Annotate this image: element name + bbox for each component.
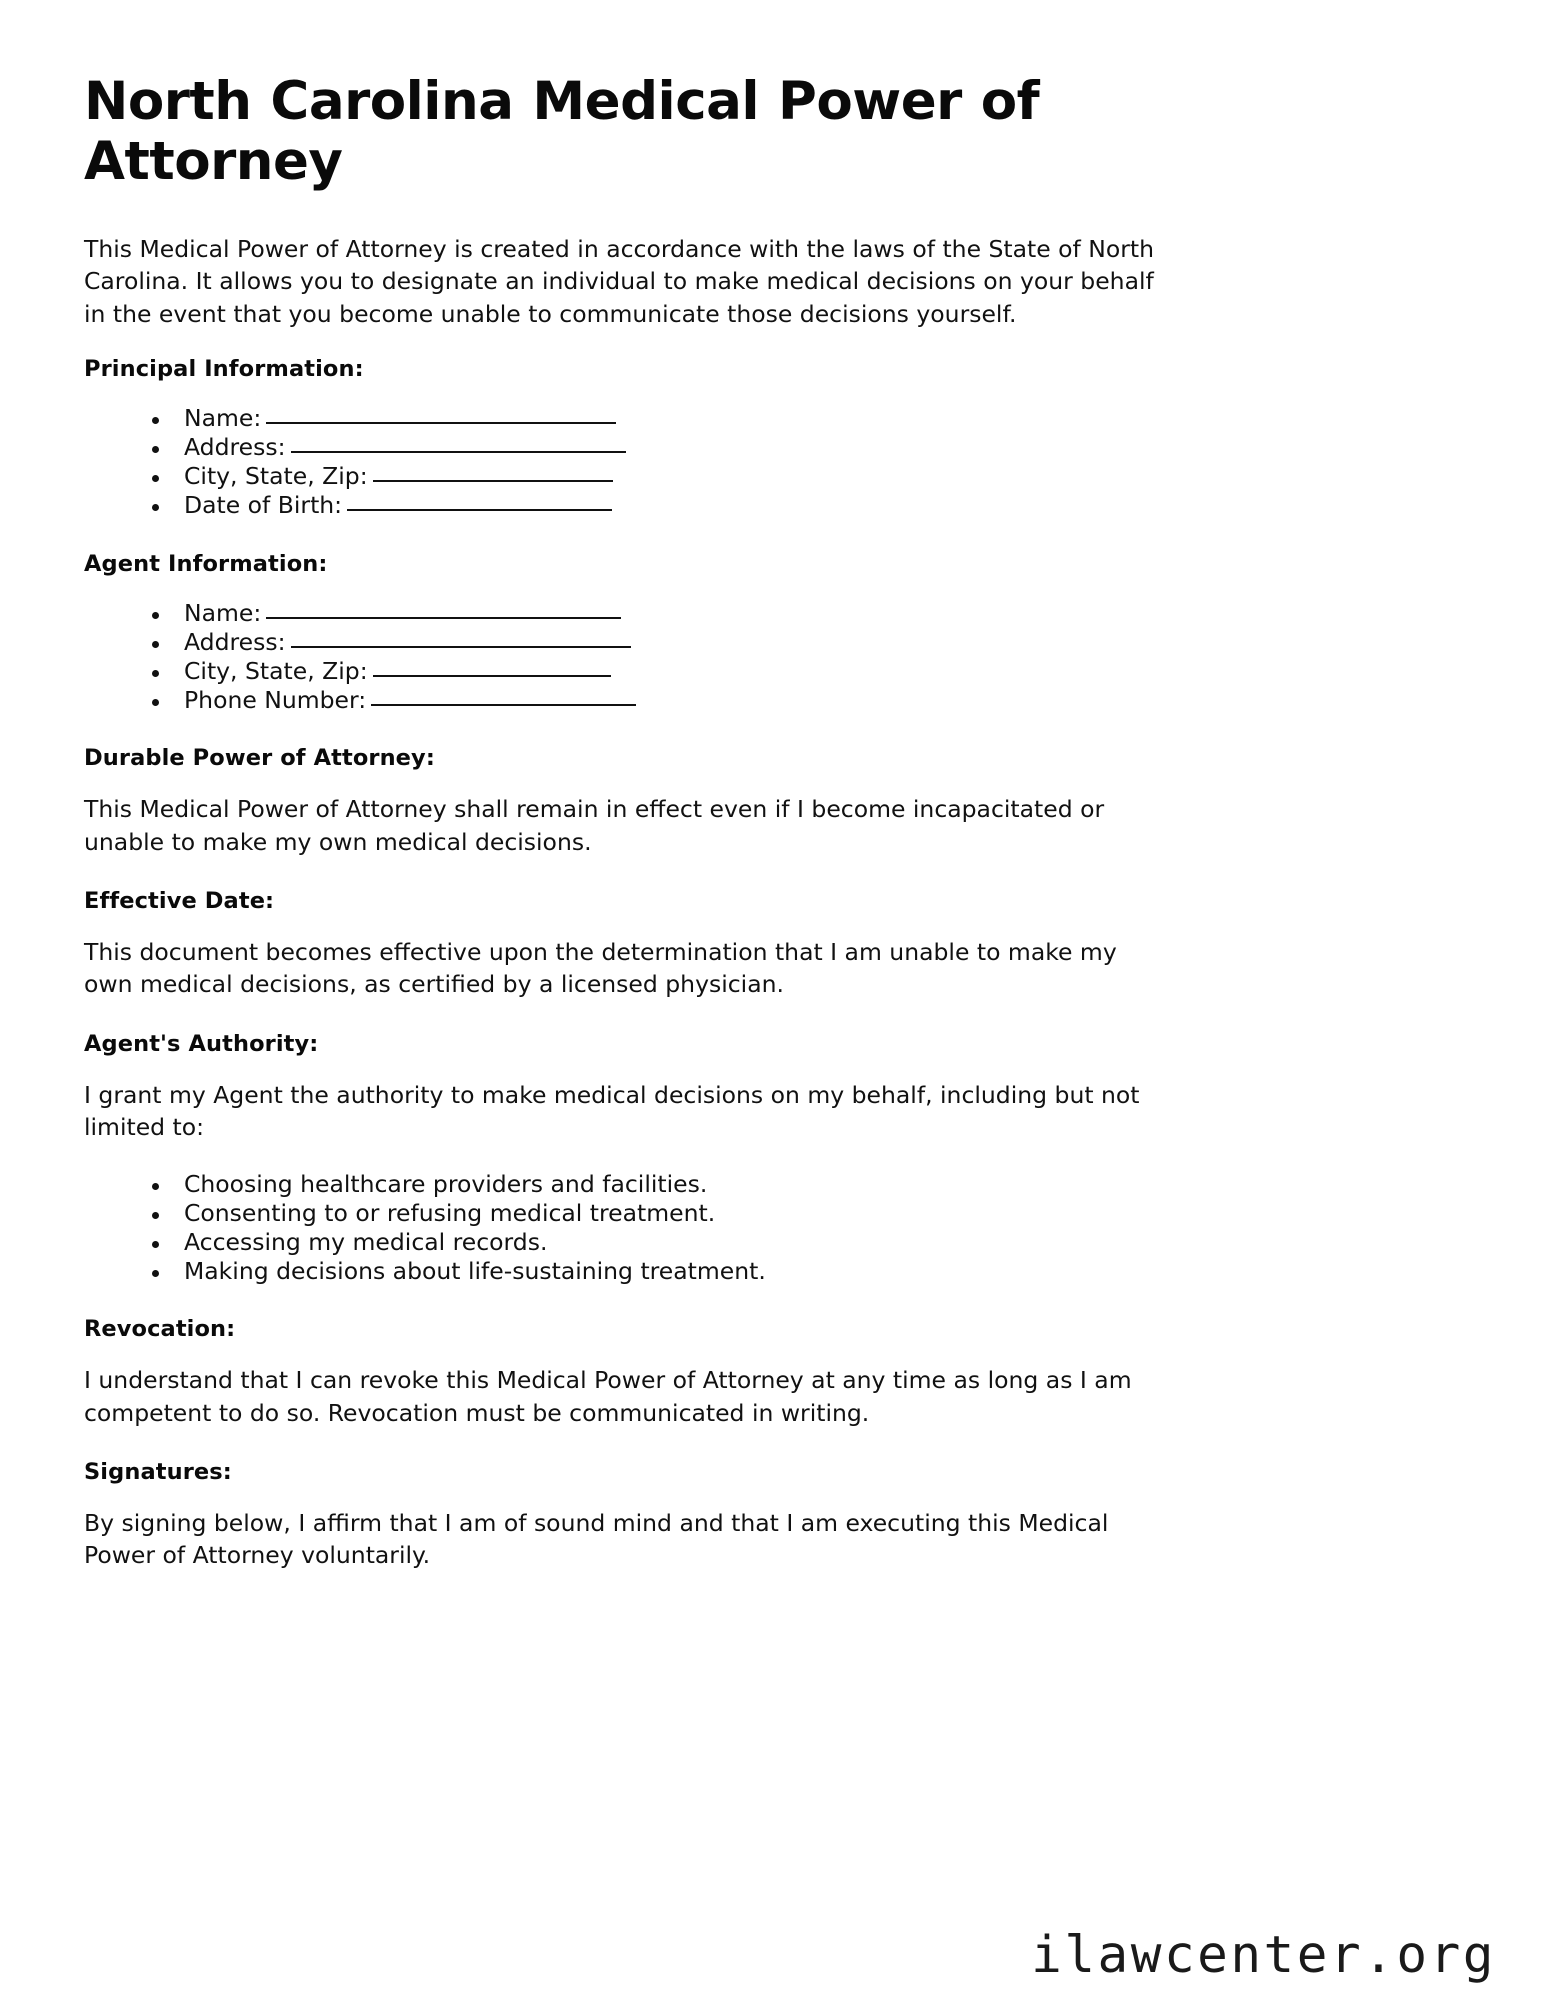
field-label: Date of Birth: <box>184 491 343 520</box>
agent-information-list <box>84 599 1474 716</box>
field-label: City, State, Zip: <box>184 656 368 685</box>
section-heading-agent-information: Agent Information: <box>84 550 328 577</box>
list-item <box>126 599 1474 628</box>
list-item <box>126 657 1474 686</box>
field-label: City, State, Zip: <box>184 462 368 491</box>
effective-date-paragraph: This document becomes effective upon the determination that I am unable to make my own medical decisions, as certified by a licensed physician. <box>84 937 1117 999</box>
agents-authority-list <box>84 1170 1474 1287</box>
fill-line-principal-city-state-zip[interactable] <box>373 480 613 482</box>
field-label: Address: <box>184 433 286 462</box>
fill-line-agent-address[interactable] <box>291 646 631 648</box>
section-heading-signatures: Signatures: <box>84 1458 232 1485</box>
field-label: Address: <box>184 627 286 656</box>
revocation-paragraph: I understand that I can revoke this Medical Power of Attorney at any time as long as I am competent to do so. Revocation must be communicated in writing. <box>84 1366 1132 1427</box>
section-heading-principal-information: Principal Information: <box>84 356 364 383</box>
fill-line-principal-date-of-birth[interactable] <box>347 509 612 511</box>
durable-power-paragraph: This Medical Power of Attorney shall remain in effect even if I become incapacitated or unable to make my own medical decisions. <box>84 795 1105 856</box>
list-item <box>126 628 1474 657</box>
fill-line-principal-name[interactable] <box>266 422 616 424</box>
list-item: Accessing my medical records. <box>126 1228 1474 1257</box>
section-heading-durable-power-of-attorney: Durable Power of Attorney: <box>84 745 435 772</box>
field-label: Phone Number: <box>184 685 367 714</box>
field-label: Name: <box>184 598 262 627</box>
section-heading-agents-authority: Agent's Authority: <box>84 1030 319 1057</box>
page-title: North Carolina Medical Power of Attorney <box>84 71 1040 193</box>
footer-watermark: ilawcenter.org <box>1031 1926 1496 1985</box>
agents-authority-paragraph: I grant my Agent the authority to make medical decisions on my behalf, including but not limited to: <box>84 1080 1140 1142</box>
list-item: Making decisions about life-sustaining treatment. <box>126 1257 1474 1286</box>
list-item: Consenting to or refusing medical treatment. <box>126 1199 1474 1228</box>
list-item <box>126 433 1474 462</box>
list-item: Choosing healthcare providers and facilities. <box>126 1170 1474 1199</box>
fill-line-agent-phone-number[interactable] <box>371 704 636 706</box>
intro-paragraph: This Medical Power of Attorney is created in accordance with the laws of the State of North Carolina. It allows you to designate an individual to make medical decisions on your behalf in the event that you become unable to communicate those decisions yourself. <box>84 234 1155 328</box>
list-item <box>126 491 1474 520</box>
section-heading-effective-date: Effective Date: <box>84 887 275 914</box>
principal-information-list <box>84 404 1474 521</box>
fill-line-principal-address[interactable] <box>291 451 626 453</box>
fill-line-agent-city-state-zip[interactable] <box>373 675 611 677</box>
list-item <box>126 462 1474 491</box>
list-item <box>126 404 1474 433</box>
list-item <box>126 686 1474 715</box>
signatures-paragraph: By signing below, I affirm that I am of sound mind and that I am executing this Medical Power of Attorney voluntarily. <box>84 1508 1109 1570</box>
field-label: Name: <box>184 404 262 433</box>
section-heading-revocation: Revocation: <box>84 1316 236 1343</box>
fill-line-agent-name[interactable] <box>266 617 621 619</box>
